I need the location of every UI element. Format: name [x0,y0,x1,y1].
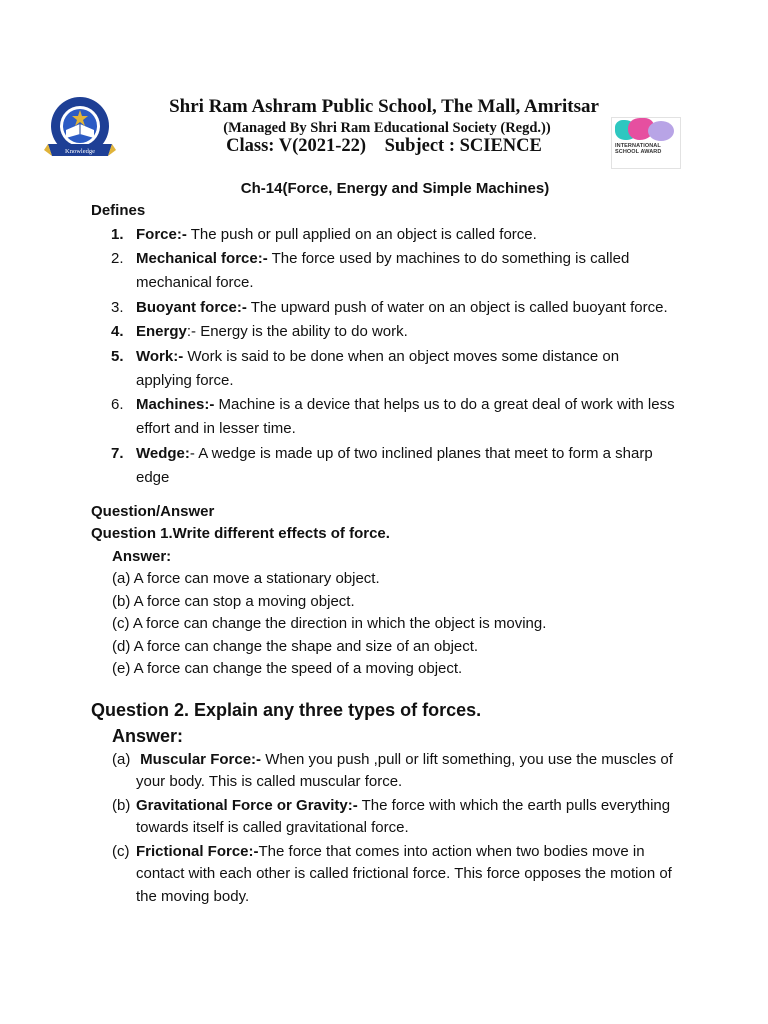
question-2: Question 2. Explain any three types of forces. [91,699,482,720]
force-type-item: (b) Gravitational Force or Gravity:- The force with which the earth pulls everything towards itself is called gravitational force. [112,796,671,836]
school-name: Shri Ram Ashram Public School, The Mall, Amritsar [169,96,599,117]
definition-item: 6. Machines:- Machine is a device that helps us to do a great deal of work with less effort and in lesser time. [111,396,675,437]
force-type-item: (c) Frictional Force:-The force that comes into action when two bodies move in contact with each other is called frictional force. This force opposes the motion of the moving body. [112,842,672,905]
effect-item: (b) A force can stop a moving object. [112,592,355,610]
chapter-title: Ch-14(Force, Energy and Simple Machines) [240,180,550,197]
defines-heading: Defines [91,202,146,219]
effect-item: (a) A force can move a stationary object. [112,570,380,587]
definition-item: 5. Work:- Work is said to be done when an object moves some distance on applying force. [111,347,620,389]
effect-item: (d) A force can change the shape and size of an object. [112,637,479,655]
question-1: Question 1.Write different effects of force. [91,525,390,542]
definition-item: 1. Force:- The push or pull applied on an object is called force. [111,225,537,243]
force-type-item: (a) Muscular Force:- When you push ,pull or lift something, you use the muscles of your body. This is called muscular force. [112,750,673,790]
force-effects-list [0,568,768,681]
definitions-list [0,223,768,490]
award-logo-text: INTERNATIONAL SCHOOL AWARD [615,143,662,155]
definition-item: 2. Mechanical force:- The force used by machines to do something is called mechanical force. [111,250,630,291]
question-2-answer-label: Answer: [112,725,184,746]
effect-item: (e) A force can change the speed of a moving object. [112,660,463,677]
question-1-answer-label: Answer: [112,547,172,565]
definition-item: 7. Wedge:- A wedge is made up of two inclined planes that meet to form a sharp edge [111,444,653,486]
class-subject: Class: V(2021-22) Subject : SCIENCE [226,136,542,156]
document-body [0,178,768,909]
definition-item: 4. Energy:- Energy is the ability to do work. [111,323,408,340]
document-header [0,0,768,170]
qa-heading: Question/Answer [91,502,215,520]
logo-motto: Knowledge [65,148,95,155]
force-types-list [0,749,768,909]
effect-item: (c) A force can change the direction in which the object is moving. [112,615,547,632]
managed-by: (Managed By Shri Ram Educational Society (Regd.)) [223,120,551,136]
definition-item: 3. Buoyant force:- The upward push of water on an object is called buoyant force. [111,298,668,316]
